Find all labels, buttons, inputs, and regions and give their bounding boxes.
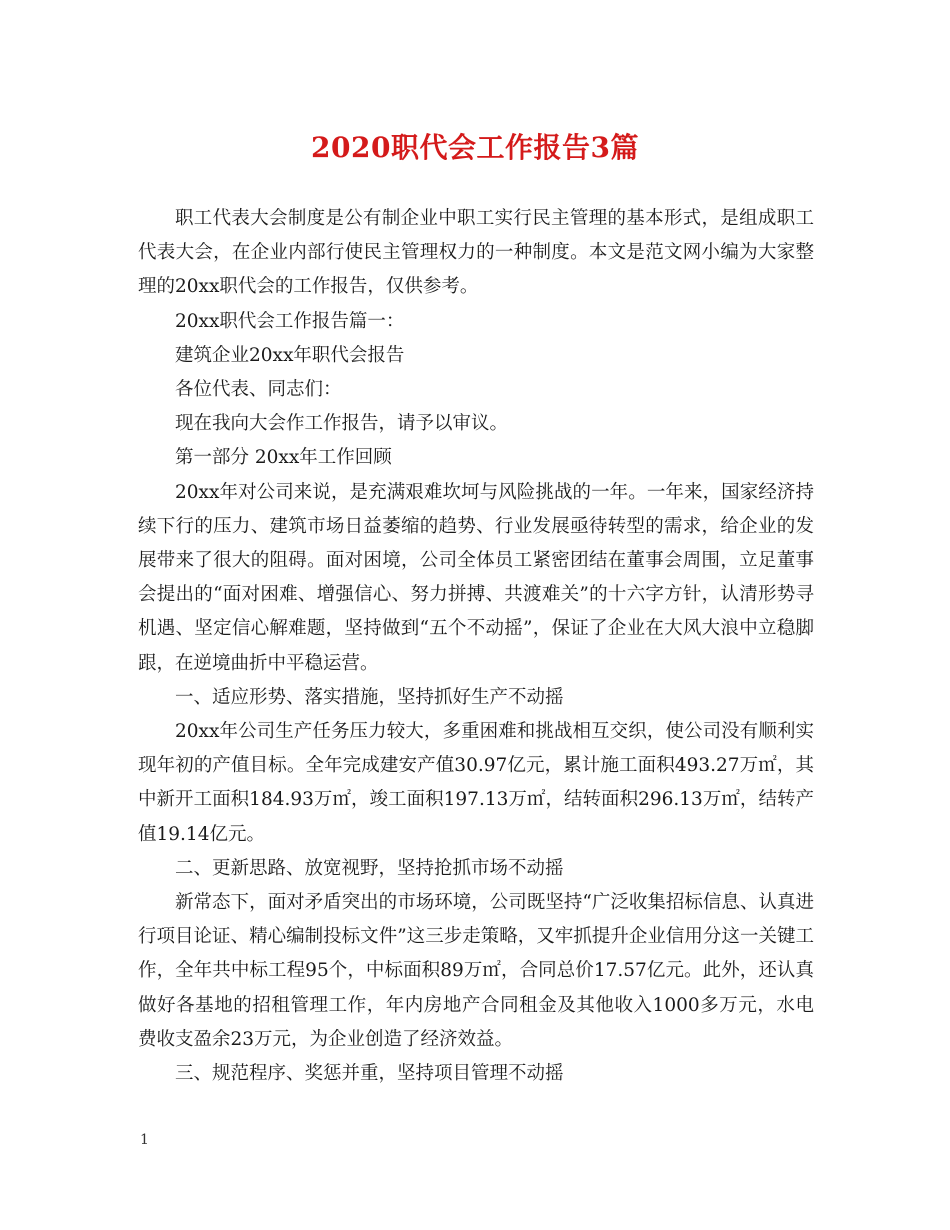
document-body <box>138 202 814 1091</box>
paragraph-review: 20xx年对公司来说，是充满艰难坎坷与风险挑战的一年。一年来，国家经济持续下行的压力、建筑市场日益萎缩的趋势、行业发展亟待转型的需求，给企业的发展带来了很大的阻碍。面对困境，公司全体员工紧密团结在董事会周围，立足董事会提出的“面对困难、增强信心、努力拼搏、共渡难关”的十六字方针，认清形势寻机遇、坚定信心解难题，坚持做到“五个不动摇”，保证了企业在大风大浪中立稳脚跟，在逆境曲折中平稳运营。 <box>138 481 814 674</box>
paragraph-section-one-heading: 一、适应形势、落实措施，坚持抓好生产不动摇 <box>175 686 564 708</box>
paragraph-intro: 职工代表大会制度是公有制企业中职工实行民主管理的基本形式，是组成职工代表大会，在企业内部行使民主管理权力的一种制度。本文是范文网小编为大家整理的20xx职代会的工作报告，仅供参考。 <box>138 208 814 298</box>
paragraph-market: 新常态下，面对矛盾突出的市场环境，公司既坚持“广泛收集招标信息、认真进行项目论证、精心编制投标文件”这三步走策略，又牢抓提升企业信用分这一关键工作，全年共中标工程95个，中标面积89万㎡，合同总价17.57亿元。此外，还认真做好各基地的招租管理工作，年内房地产合同租金及其他收入1000多万元，水电费收支盈余23万元，为企业创造了经济效益。 <box>138 892 814 1050</box>
paragraph-part-one-heading: 第一部分 20xx年工作回顾 <box>175 447 392 469</box>
paragraph-salutation: 各位代表、同志们： <box>175 379 342 401</box>
paragraph-section-two-heading: 二、更新思路、放宽视野，坚持抢抓市场不动摇 <box>175 857 564 879</box>
page-number: 1 <box>140 1132 149 1148</box>
paragraph-opening: 现在我向大会作工作报告，请予以审议。 <box>175 413 509 435</box>
paragraph-report-subtitle: 建筑企业20xx年职代会报告 <box>175 344 405 366</box>
paragraph-section-three-heading: 三、规范程序、奖惩并重，坚持项目管理不动摇 <box>175 1063 564 1085</box>
paragraph-report-heading: 20xx职代会工作报告篇一： <box>175 310 405 332</box>
paragraph-production: 20xx年公司生产任务压力较大，多重困难和挑战相互交织，使公司没有顺利实现年初的产值目标。全年完成建安产值30.97亿元，累计施工面积493.27万㎡，其中新开工面积184.93万㎡，竣工面积197.13万㎡，结转面积296.13万㎡，结转产值19.14亿元。 <box>138 721 814 845</box>
document-title: 2020职代会工作报告3篇 <box>311 131 639 164</box>
